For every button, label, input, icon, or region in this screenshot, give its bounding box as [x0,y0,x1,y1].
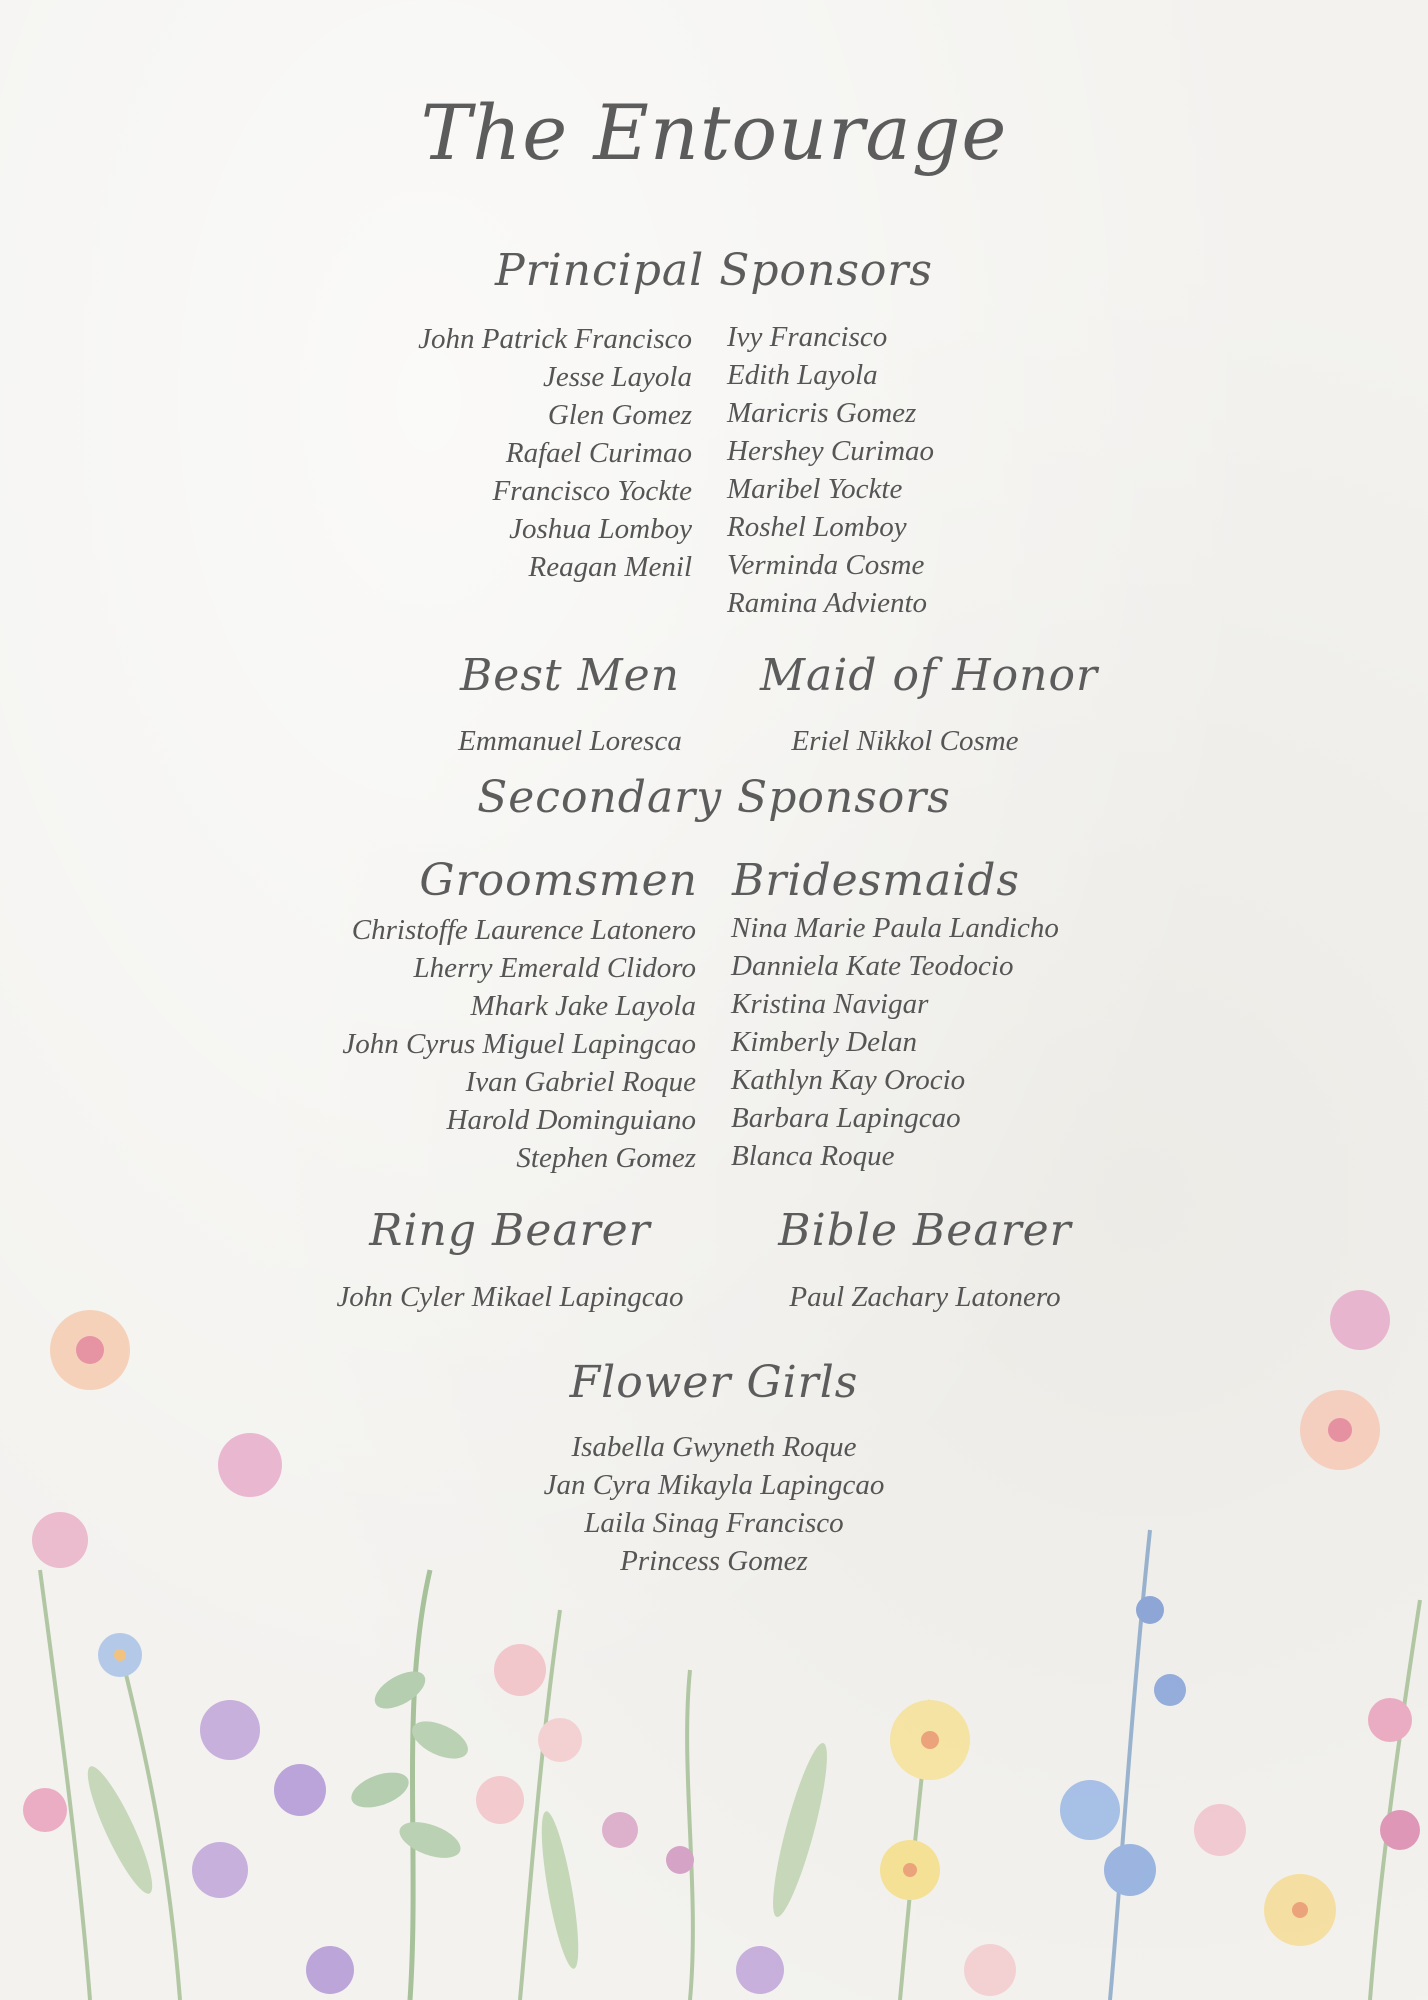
list-item: Edith Layola [727,359,878,391]
list-item: Hershey Curimao [727,435,935,467]
list-item: Ramina Adviento [727,587,928,619]
list-item: Isabella Gwyneth Roque [571,1431,857,1463]
maid-of-honor-name: Eriel Nikkol Cosme [791,725,1019,757]
list-item: Jesse Layola [543,361,692,393]
groomsmen-list [250,911,696,1177]
bible-bearer-heading: Bible Bearer [778,1205,1072,1256]
list-item: Francisco Yockte [492,475,692,507]
list-item: Harold Dominguiano [446,1104,696,1136]
list-item: Kathlyn Kay Orocio [731,1064,966,1096]
list-item: Jan Cyra Mikayla Lapingcao [543,1469,885,1501]
principal-sponsors-left-list [292,320,692,586]
list-item: Mhark Jake Layola [470,990,696,1022]
bridesmaids-heading: Bridesmaids [732,855,1020,906]
flower-girls-list [414,1428,1014,1580]
flower-girls-heading: Flower Girls [569,1357,859,1408]
list-item: Lherry Emerald Clidoro [413,952,696,984]
secondary-sponsors-heading: Secondary Sponsors [477,772,951,823]
list-item: Barbara Lapingcao [731,1102,961,1134]
bridesmaids-list [731,909,1177,1175]
page-title: The Entourage [420,88,1008,177]
list-item: Laila Sinag Francisco [584,1507,844,1539]
list-item: Blanca Roque [731,1140,895,1172]
list-item: Rafael Curimao [505,437,692,469]
list-item: Maricris Gomez [727,397,917,429]
list-item: Nina Marie Paula Landicho [731,912,1059,944]
principal-sponsors-right-list [727,318,1127,622]
list-item: Joshua Lomboy [509,513,692,545]
list-item: Ivy Francisco [727,321,888,353]
list-item: Danniela Kate Teodocio [731,950,1014,982]
list-item: Stephen Gomez [516,1142,696,1174]
bible-bearer-name: Paul Zachary Latonero [789,1281,1061,1313]
groomsmen-heading: Groomsmen [419,855,698,906]
best-man-name: Emmanuel Loresca [458,725,682,757]
list-item: Reagan Menil [528,551,692,583]
ring-bearer-heading: Ring Bearer [369,1205,651,1256]
list-item: Princess Gomez [620,1545,808,1577]
list-item: John Patrick Francisco [418,323,692,355]
principal-sponsors-heading: Principal Sponsors [494,245,934,296]
list-item: Kimberly Delan [731,1026,918,1058]
ring-bearer-name: John Cyler Mikael Lapingcao [336,1281,684,1313]
list-item: Verminda Cosme [727,549,925,581]
list-item: Kristina Navigar [731,988,929,1020]
list-item: Maribel Yockte [727,473,903,505]
best-men-heading: Best Men [459,650,681,701]
list-item: Glen Gomez [547,399,692,431]
list-item: Ivan Gabriel Roque [465,1066,696,1098]
list-item: Christoffe Laurence Latonero [351,914,696,946]
list-item: Roshel Lomboy [727,511,907,543]
maid-of-honor-heading: Maid of Honor [760,650,1098,701]
list-item: John Cyrus Miguel Lapingcao [342,1028,696,1060]
